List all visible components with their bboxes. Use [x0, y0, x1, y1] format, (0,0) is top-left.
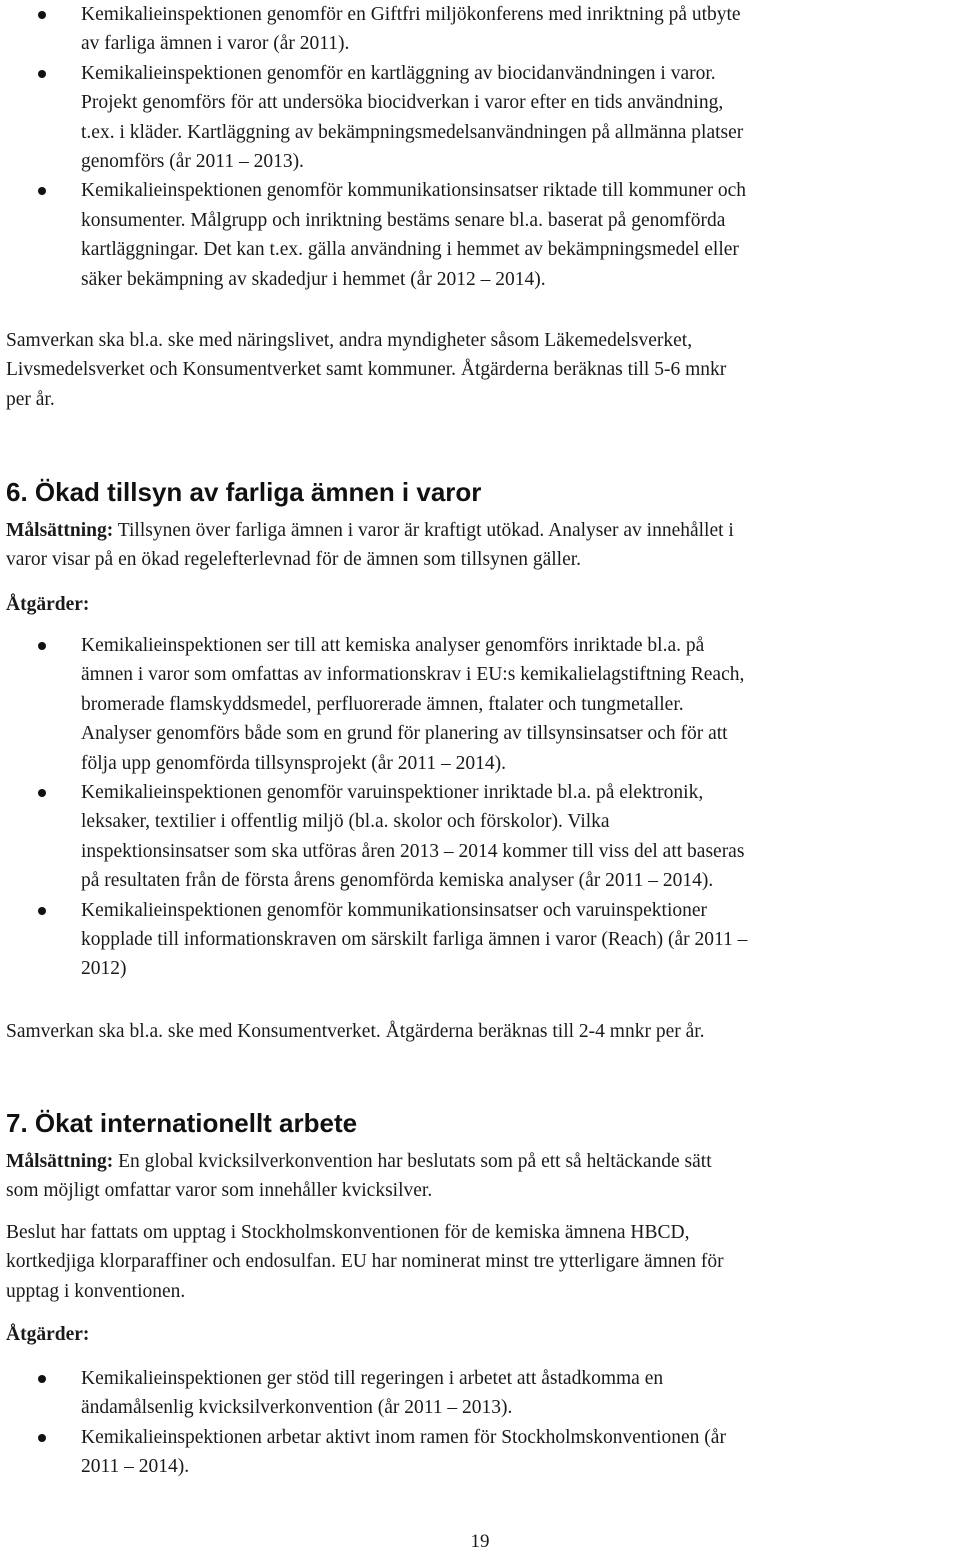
- text-line: ändamålsenlig kvicksilverkonvention (år 2011 – 2013).: [81, 1397, 513, 1419]
- text-line: bromerade flamskyddsmedel, perfluorerade ämnen, ftalater och tungmetaller.: [81, 693, 684, 715]
- text-line: upptag i konventionen.: [6, 1280, 186, 1302]
- bullet-icon: [38, 70, 46, 78]
- collaboration-paragraph: [6, 1017, 956, 1046]
- text-line: Livsmedelsverket och Konsumentverket samt kommuner. Åtgärderna beräknas till 5-6 mnkr: [6, 359, 727, 381]
- list-item: [0, 59, 956, 177]
- text-line: Kemikalieinspektionen ger stöd till regeringen i arbetet att åstadkomma en: [81, 1368, 664, 1389]
- section-heading: 7. Ökat internationellt arbete: [6, 1108, 358, 1138]
- text-line: Kemikalieinspektionen arbetar aktivt inom ramen för Stockholmskonventionen (år: [81, 1426, 726, 1448]
- goal-label: Målsättning:: [6, 520, 114, 541]
- actions-label: Åtgärder:: [6, 594, 90, 615]
- text-line: på resultaten från de första årens genomförda kemiska analyser (år 2011 – 2014).: [81, 870, 714, 892]
- text-line: kopplade till informationskraven om särskilt farliga ämnen i varor (Reach) (år 2011 –: [81, 929, 748, 951]
- decision-paragraph: [6, 1218, 956, 1306]
- list-item: [0, 1423, 956, 1482]
- bullet-icon: [38, 907, 46, 915]
- bullet-icon: [38, 11, 46, 19]
- text-line: genomförs (år 2011 – 2013).: [81, 151, 304, 173]
- text-line: 2011 – 2014).: [81, 1456, 190, 1478]
- goal-text: En global kvicksilverkonvention har beslutats som på ett så heltäckande sätt: [113, 1151, 712, 1172]
- text-line: Kemikalieinspektionen genomför en Giftfri miljökonferens med inriktning på utbyte: [81, 4, 741, 25]
- text-line: 2012): [81, 958, 127, 980]
- bullet-icon: [38, 1434, 46, 1442]
- list-item: [0, 0, 956, 59]
- section7-bullet-list: [0, 1364, 956, 1482]
- actions-heading: [6, 1320, 956, 1349]
- goal-label: Målsättning:: [6, 1151, 114, 1172]
- text-line: inspektionsinsatser som ska utföras åren 2013 – 2014 kommer till viss del att baseras: [81, 840, 745, 862]
- list-item: [0, 778, 956, 896]
- list-item: [0, 176, 956, 294]
- list-item: [0, 896, 956, 984]
- bullet-icon: [38, 1375, 46, 1383]
- goal-text: Tillsynen över farliga ämnen i varor är kraftigt utökad. Analyser av innehållet i: [113, 520, 734, 541]
- text-line: konsumenter. Målgrupp och inriktning bestäms senare bl.a. baserat på genomförda: [81, 209, 726, 231]
- bullet-icon: [38, 187, 46, 195]
- text-line: Kemikalieinspektionen genomför kommunikationsinsatser och varuinspektioner: [81, 899, 708, 921]
- text-line: av farliga ämnen i varor (år 2011).: [81, 33, 350, 55]
- collaboration-paragraph: [6, 326, 956, 414]
- text-line: Analyser genomförs både som en grund för planering av tillsynsinsatser och för att: [81, 723, 728, 745]
- list-item: [0, 1364, 956, 1423]
- page-number: 19: [470, 1531, 490, 1552]
- text-line: som möjligt omfattar varor som innehåller kvicksilver.: [6, 1180, 433, 1202]
- section-heading: 6. Ökad tillsyn av farliga ämnen i varor: [6, 477, 482, 507]
- text-line: [6, 516, 956, 545]
- text-line: per år.: [6, 388, 55, 410]
- text-line: Samverkan ska bl.a. ske med näringslivet, andra myndigheter såsom Läkemedelsverket,: [6, 330, 693, 351]
- bullet-icon: [38, 789, 46, 797]
- goal-paragraph: [6, 516, 956, 575]
- bullet-icon: [38, 642, 46, 650]
- text-line: Kemikalieinspektionen genomför en kartläggning av biocidanvändningen i varor.: [81, 62, 716, 84]
- text-line: Samverkan ska bl.a. ske med Konsumentverket. Åtgärderna beräknas till 2-4 mnkr per år.: [6, 1021, 705, 1042]
- text-line: ämnen i varor som omfattas av informationskrav i EU:s kemikalielagstiftning Reach,: [81, 664, 745, 686]
- text-line: varor visar på en ökad regelefterlevnad för de ämnen som tillsynen gäller.: [6, 549, 582, 571]
- text-line: säker bekämpning av skadedjur i hemmet (år 2012 – 2014).: [81, 268, 546, 290]
- actions-heading: [6, 590, 956, 619]
- text-line: Kemikalieinspektionen genomför kommunikationsinsatser riktade till kommuner och: [81, 180, 747, 202]
- text-line: följa upp genomförda tillsynsprojekt (år 2011 – 2014).: [81, 752, 506, 774]
- text-line: t.ex. i kläder. Kartläggning av bekämpningsmedelsanvändningen på allmänna platser: [81, 121, 744, 143]
- text-line: Projekt genomförs för att undersöka biocidverkan i varor efter en tids användning,: [81, 92, 724, 114]
- top-bullet-list: [0, 0, 956, 294]
- text-line: kortkedjiga klorparaffiner och endosulfan. EU har nominerat minst tre ytterligare ämnen för: [6, 1251, 724, 1273]
- text-line: Beslut har fattats om upptag i Stockholmskonventionen för de kemiska ämnena HBCD,: [6, 1222, 690, 1243]
- text-line: Kemikalieinspektionen genomför varuinspektioner inriktade bl.a. på elektronik,: [81, 782, 704, 804]
- text-line: leksaker, textilier i offentlig miljö (bl.a. skolor och förskolor). Vilka: [81, 811, 610, 833]
- text-line: kartläggningar. Det kan t.ex. gälla användning i hemmet av bekämpningsmedel eller: [81, 239, 739, 261]
- goal-paragraph: [6, 1147, 956, 1206]
- actions-label: Åtgärder:: [6, 1324, 90, 1345]
- list-item: [0, 631, 956, 778]
- text-line: [6, 1147, 956, 1176]
- section6-bullet-list: [0, 631, 956, 984]
- text-line: Kemikalieinspektionen ser till att kemiska analyser genomförs inriktade bl.a. på: [81, 635, 705, 656]
